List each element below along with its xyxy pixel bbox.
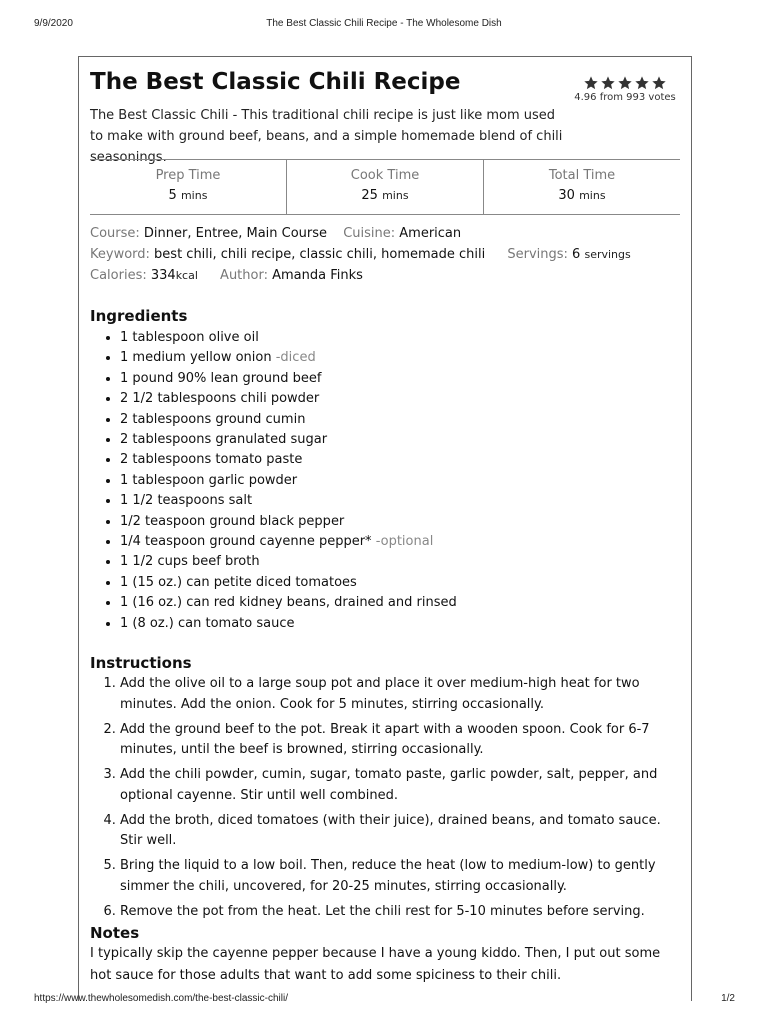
cuisine-label: Cuisine: — [343, 226, 396, 241]
ingredient-item — [120, 532, 457, 552]
servings-value[interactable]: 6 — [572, 247, 581, 262]
meta-row-calories — [90, 265, 680, 286]
ingredient-text: 2 tablespoons ground cumin — [120, 411, 306, 427]
notes-heading: Notes — [90, 924, 140, 942]
print-header — [0, 14, 768, 30]
ingredient-text: 1 pound 90% lean ground beef — [120, 370, 322, 386]
print-footer — [0, 993, 768, 1009]
cook-time-value — [287, 185, 483, 207]
ingredient-text: 1 tablespoon olive oil — [120, 330, 259, 345]
course-label: Course: — [90, 226, 140, 241]
meta-row-course — [90, 223, 680, 244]
star-icon[interactable] — [600, 75, 616, 91]
prep-time-number: 5 — [168, 188, 177, 203]
ingredient-item — [120, 450, 457, 470]
total-time — [483, 160, 680, 214]
ingredient-item — [120, 389, 457, 409]
cook-time-number: 25 — [361, 188, 378, 203]
ingredient-text: 1/2 teaspoon ground black pepper — [120, 513, 345, 529]
instruction-step: 2. Add the ground beef to the pot. Break it apart with a wooden spoon. Cook for 6-7 minutes, until the beef is browned, stirring occasionally. — [120, 720, 680, 761]
total-time-unit: mins — [579, 189, 606, 202]
total-time-label: Total Time — [548, 168, 616, 183]
course-value: Dinner, Entree, Main Course — [143, 226, 328, 241]
ingredient-item — [120, 410, 457, 430]
ingredients-heading: Ingredients — [90, 307, 188, 325]
author-label: Author: — [220, 268, 268, 283]
ingredient-text: 1 (15 oz.) can petite diced tomatoes — [120, 574, 357, 590]
meta-row-keyword — [90, 244, 680, 265]
servings-unit: servings — [584, 248, 631, 261]
ingredient-text: 2 tablespoons granulated sugar — [120, 432, 328, 448]
cuisine-value: American — [399, 226, 462, 241]
star-icon[interactable] — [583, 75, 599, 91]
rating-votes: 4.96 from 993 votes — [574, 92, 676, 103]
print-page-title: The Best Classic Chili Recipe - The Wholesome Dish — [266, 18, 502, 29]
ingredient-text: 1 (8 oz.) can tomato sauce — [120, 615, 295, 631]
instruction-step: 3. Add the chili powder, cumin, sugar, tomato paste, garlic powder, salt, pepper, and optional cayenne. Stir until well combined. — [120, 765, 680, 806]
ingredient-item — [120, 328, 457, 348]
ingredient-text: 2 1/2 tablespoons chili powder — [120, 391, 320, 407]
instruction-step: 5. Bring the liquid to a low boil. Then, reduce the heat (low to medium-low) to gently simmer the chili, uncovered, for 20-25 minutes, stirring occasionally. — [120, 856, 680, 897]
instruction-step: 1. Add the olive oil to a large soup pot and place it over medium-high heat for two minutes. Add the onion. Cook for 5 minutes, stirring occasionally. — [120, 674, 680, 715]
ingredient-text: 1/4 teaspoon ground cayenne pepper* — [120, 534, 372, 550]
servings-label: Servings: — [507, 247, 568, 262]
cook-time — [286, 160, 483, 214]
author-value: Amanda Finks — [272, 268, 363, 283]
notes-text: I typically skip the cayenne pepper because I have a young kiddo. Then, I put out some hot sauce for those adults that want to add some spiciness to their chili. — [90, 946, 661, 983]
ingredient-item — [120, 593, 457, 613]
calories-unit: kcal — [175, 269, 198, 282]
cook-time-label: Cook Time — [350, 168, 420, 183]
ingredient-item — [120, 471, 457, 491]
keyword-value: best chili, chili recipe, classic chili, homemade chili — [154, 247, 486, 262]
star-icon[interactable] — [617, 75, 633, 91]
ingredient-item — [120, 348, 457, 368]
ingredient-item — [120, 512, 457, 532]
keyword-label: Keyword: — [90, 247, 150, 262]
ingredient-item — [120, 430, 457, 450]
calories-label: Calories: — [90, 268, 147, 283]
ingredient-item — [120, 552, 457, 572]
ingredient-note: -optional — [371, 534, 434, 550]
page-number: 1/2 — [721, 993, 735, 1004]
ingredient-text: 2 tablespoons tomato paste — [120, 452, 303, 468]
recipe-summary: The Best Classic Chili - This traditional chili recipe is just like mom used to make with ground beef, beans, and a simple homemade blend of chili seasonings. — [90, 108, 563, 165]
ingredient-text: 1 (16 oz.) can red kidney beans, drained and rinsed — [120, 595, 457, 611]
print-url[interactable]: https://www.thewholesomedish.com/the-best-classic-chili/ — [34, 993, 288, 1004]
rating-stars[interactable] — [570, 75, 680, 91]
print-date: 9/9/2020 — [34, 18, 73, 29]
recipe-title: The Best Classic Chili Recipe — [90, 69, 461, 95]
total-time-value — [484, 185, 680, 207]
recipe-rating[interactable] — [570, 75, 680, 103]
ingredient-text: 1 1/2 cups beef broth — [120, 554, 260, 570]
ingredient-text: 1 tablespoon garlic powder — [120, 472, 298, 488]
ingredient-text: 1 1/2 teaspoons salt — [120, 493, 253, 509]
ingredient-text: 1 medium yellow onion — [120, 350, 272, 366]
ingredient-note: -diced — [271, 350, 316, 366]
recipe-times — [90, 159, 680, 215]
prep-time — [90, 160, 286, 214]
instructions-list — [90, 674, 680, 927]
prep-time-unit: mins — [180, 189, 208, 202]
ingredient-item — [120, 369, 457, 389]
ingredients-list — [90, 328, 457, 634]
star-icon[interactable] — [651, 75, 667, 91]
star-icon[interactable] — [634, 75, 650, 91]
calories-value: 334 — [150, 268, 176, 283]
ingredient-item — [120, 491, 457, 511]
ingredient-item — [120, 573, 457, 593]
prep-time-value — [90, 185, 286, 207]
cook-time-unit: mins — [382, 189, 409, 202]
total-time-number: 30 — [558, 188, 575, 203]
recipe-meta — [90, 223, 680, 286]
ingredient-item — [120, 614, 457, 634]
instruction-step: 4. Add the broth, diced tomatoes (with their juice), drained beans, and tomato sauce. Stir well. — [120, 811, 680, 852]
recipe-card — [78, 56, 692, 1001]
instruction-step: 6. Remove the pot from the heat. Let the chili rest for 5-10 minutes before serving. — [120, 902, 680, 923]
prep-time-label: Prep Time — [155, 168, 221, 183]
instructions-heading: Instructions — [90, 654, 192, 672]
